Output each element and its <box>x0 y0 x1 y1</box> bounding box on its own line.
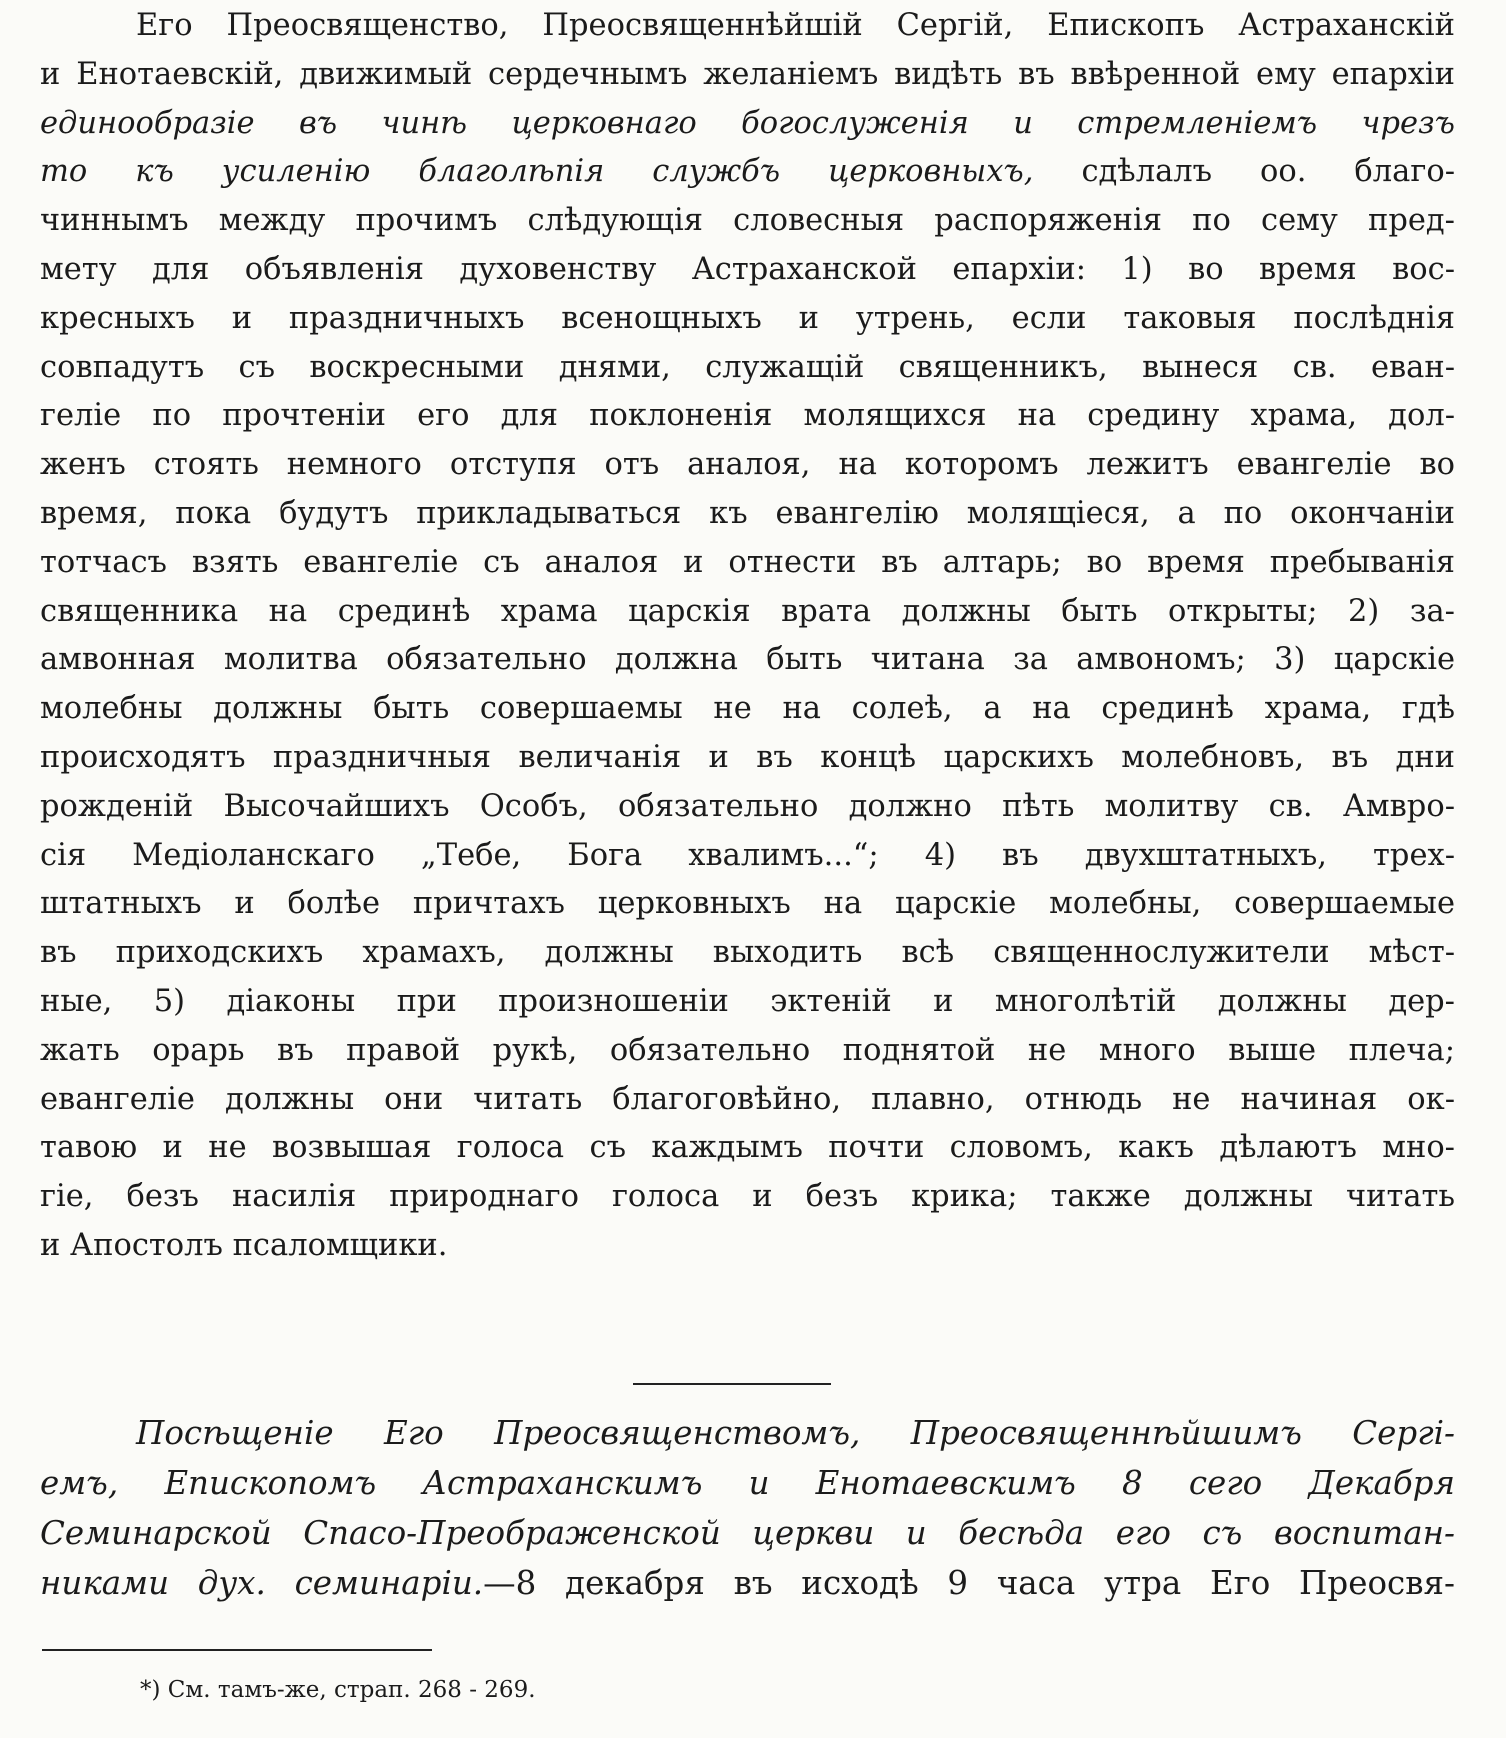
text-line: Его Преосвященство, Преосвященнѣйшій Сергій, Епископъ Астраханскій <box>136 8 1455 43</box>
text-line: тотчасъ взять евангеліе съ аналоя и отнести въ алтарь; во время пребыванія <box>40 544 1455 580</box>
text-line: геліе по прочтеніи его для поклоненія молящихся на средину храма, дол- <box>40 398 1455 434</box>
text-line: жать орарь въ правой рукѣ, обязательно поднятой не много выше плеча; <box>40 1032 1455 1068</box>
notice-heading-line: Семинарской Спасо-Преображенской церкви и бесѣда его съ воспитан- <box>40 1514 1455 1552</box>
text-line: рожденій Высочайшихъ Особъ, обязательно должно пѣть молитву св. Амвро- <box>40 788 1455 824</box>
text-line: въ приходскихъ храмахъ, должны выходить всѣ священнослужители мѣст- <box>40 935 1455 971</box>
text-line: и Апостолъ псаломщики. <box>40 1227 448 1263</box>
text-line: гіе, безъ насилія природнаго голоса и безъ крика; также должны читать <box>40 1179 1455 1215</box>
text-line: и Енотаевскій, движимый сердечнымъ желаніемъ видѣть въ ввѣренной ему епархіи <box>40 56 1455 92</box>
text-line: совпадутъ съ воскресными днями, служащій священникъ, вынеся св. еван- <box>40 349 1455 385</box>
roman-fragment: сдѣлалъ оо. благо- <box>1081 154 1455 190</box>
text-line: кресныхъ и праздничныхъ всенощныхъ и утрень, если таковыя послѣднія <box>40 300 1455 336</box>
section-separator <box>633 1383 831 1385</box>
announcement-paragraph <box>40 2 1455 1271</box>
roman-fragment: —8 декабря въ исходѣ 9 часа утра Его Преосвя- <box>483 1564 1455 1602</box>
footnote-rule <box>42 1649 432 1651</box>
italic-fragment: никами дух. семинаріи. <box>40 1564 484 1602</box>
italic-fragment: то къ усиленію благолѣпія службъ церковныхъ, <box>40 154 1034 190</box>
text-line: амвонная молитва обязательно должна быть читана за амвономъ; 3) царскіе <box>40 642 1455 678</box>
text-line: женъ стоять немного отступя отъ аналоя, на которомъ лежитъ евангеліе во <box>40 447 1455 483</box>
visit-notice-paragraph <box>40 1408 1455 1608</box>
text-line: тавою и не возвышая голоса съ каждымъ почти словомъ, какъ дѣлаютъ мно- <box>40 1130 1455 1166</box>
text-line: молебны должны быть совершаемы не на солеѣ, а на срединѣ храма, гдѣ <box>40 691 1455 727</box>
mixed-line <box>40 1558 1455 1608</box>
footnote: *) См. тамъ-же, страп. 268 - 269. <box>140 1677 536 1703</box>
text-line: священника на срединѣ храма царскія врата должны быть открыты; 2) за- <box>40 593 1455 629</box>
text-line: сія Медіоланскаго „Тебе, Бога хвалимъ...“; 4) въ двухштатныхъ, трех- <box>40 837 1455 873</box>
text-line: чиннымъ между прочимъ слѣдующія словесныя распоряженія по сему пред- <box>40 203 1455 239</box>
text-line: евангеліе должны они читать благоговѣйно, плавно, отнюдь не начиная ок- <box>40 1081 1455 1117</box>
notice-heading-line: емъ, Епископомъ Астраханскимъ и Енотаевскимъ 8 сего Декабря <box>40 1464 1455 1502</box>
text-line: ные, 5) діаконы при произношеніи эктеній и многолѣтій должны дер- <box>40 983 1455 1019</box>
notice-heading-line: Посѣщеніе Его Преосвященствомъ, Преосвященнѣйшимъ Сергі- <box>136 1414 1455 1452</box>
text-line: происходятъ праздничныя величанія и въ концѣ царскихъ молебновъ, въ дни <box>40 739 1455 775</box>
text-line: время, пока будутъ прикладываться къ евангелію молящіеся, а по окончаніи <box>40 495 1455 531</box>
text-line: единообразіе въ чинѣ церковнаго богослуженія и стремленіемъ чрезъ <box>40 105 1455 141</box>
text-line: мету для объявленія духовенству Астраханской епархіи: 1) во время вос- <box>40 251 1455 287</box>
mixed-line <box>40 148 1455 197</box>
text-line: штатныхъ и болѣе причтахъ церковныхъ на царскіе молебны, совершаемые <box>40 886 1455 922</box>
